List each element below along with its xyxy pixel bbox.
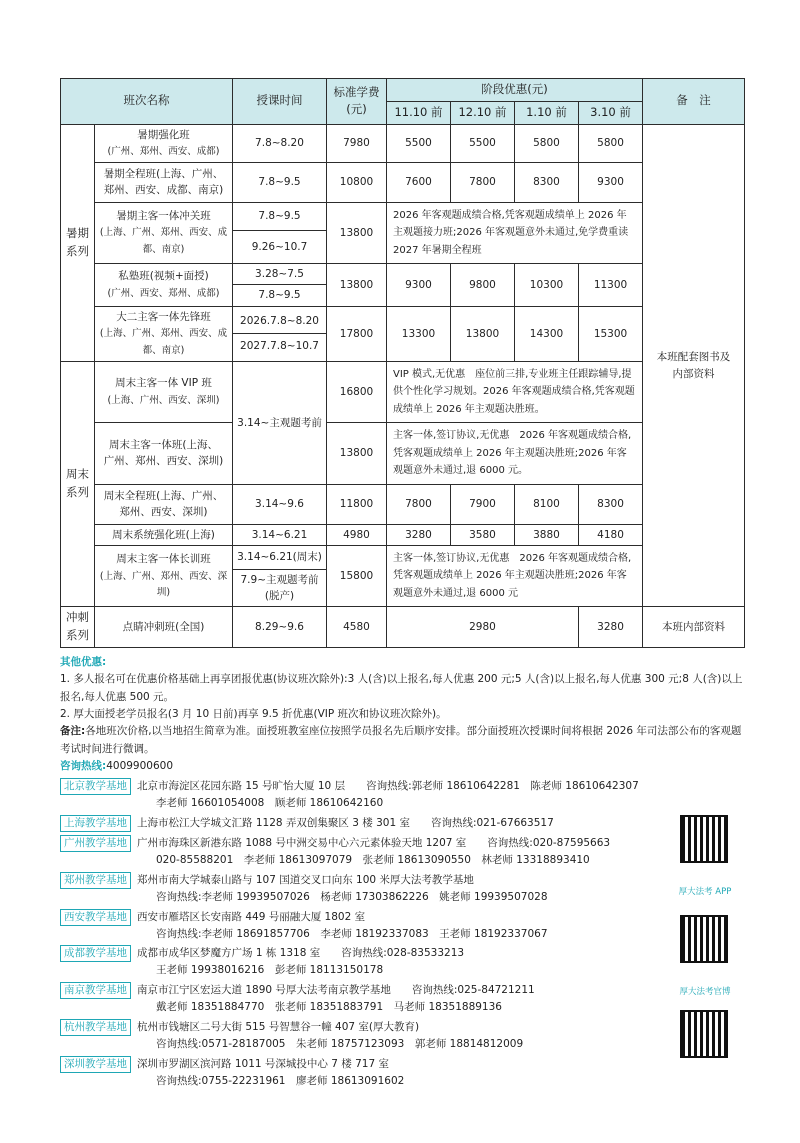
other-discounts [60, 654, 750, 775]
base-tag: 郑州教学基地 [60, 872, 131, 889]
base-list [60, 778, 680, 1089]
class-name: 周末系统强化班(上海) [95, 524, 233, 545]
class-fee: 13800 [327, 202, 387, 264]
price-d2: 7800 [451, 162, 515, 202]
price-d1-d3: 2980 [387, 607, 579, 648]
base-contact: 020-85588201 李老师 18613097079 张老师 18613090550 林老师 13318893410 [156, 854, 590, 867]
base-item [60, 872, 680, 906]
base-tag: 南京教学基地 [60, 982, 131, 999]
other-item-1: 1. 多人报名可在优惠价格基础上再享团报优惠(协议班次除外):3 人(含)以上报名,每人优惠 200 元;5 人(含)以上报名,每人优惠 300 元;8 人(含)以上报名,每人优惠 500 元。 [60, 673, 743, 703]
base-address: 广州市海珠区新港东路 1088 号中洲交易中心六元素体验天地 1207 室 咨询热线:020-87595663 [137, 837, 611, 850]
price-d1: 7800 [387, 484, 451, 524]
price-d3: 8300 [515, 162, 579, 202]
header-d3: 1.10 前 [515, 101, 579, 124]
base-item [60, 815, 680, 832]
table-row [61, 524, 745, 545]
base-item [60, 982, 680, 1016]
base-tag: 北京教学基地 [60, 778, 131, 795]
price-d1: 7600 [387, 162, 451, 202]
price-d3: 3880 [515, 524, 579, 545]
qr-code-app[interactable] [680, 815, 728, 863]
class-fee: 7980 [327, 124, 387, 162]
price-d1: 9300 [387, 264, 451, 307]
base-item [60, 909, 680, 943]
table-row [61, 423, 745, 485]
price-d3: 14300 [515, 306, 579, 361]
base-contact: 王老师 19938016216 彭老师 18113150178 [156, 964, 384, 977]
class-time: 9.26~10.7 [233, 231, 327, 264]
class-fee: 17800 [327, 306, 387, 361]
class-time: 8.29~9.6 [233, 607, 327, 648]
class-name: 周末主客一体 VIP 班 (上海、广州、西安、深圳) [95, 361, 233, 423]
base-contact: 咨询热线:0755-22231961 廖老师 18613091602 [156, 1074, 405, 1087]
other-title: 其他优惠: [60, 656, 107, 669]
header-d2: 12.10 前 [451, 101, 515, 124]
base-contact: 戴老师 18351884770 张老师 18351883791 马老师 18351889136 [156, 1001, 502, 1014]
class-time: 2026.7.8~8.20 2027.7.8~10.7 [233, 306, 327, 361]
class-name: 周末主客一体班(上海、 广州、郑州、西安、深圳) [95, 423, 233, 485]
price-table [60, 78, 745, 648]
class-name: 暑期主客一体冲关班 (上海、广州、郑州、西安、成都、南京) [95, 202, 233, 264]
base-contact: 咨询热线:0571-28187005 朱老师 18757123093 郭老师 18814812009 [156, 1038, 524, 1051]
header-d1: 11.10 前 [387, 101, 451, 124]
class-name: 周末全程班(上海、广州、 郑州、西安、深圳) [95, 484, 233, 524]
class-time: 3.14~6.21(周末) 7.9~主观题考前 (脱产) [233, 545, 327, 607]
page [60, 78, 750, 1090]
table-row [61, 162, 745, 202]
base-item [60, 1056, 680, 1090]
class-name: 大二主客一体先锋班 (上海、广州、郑州、西安、成都、南京) [95, 306, 233, 361]
header-fee: 标准学费 (元) [327, 79, 387, 125]
remark-sprint: 本班内部资料 [643, 607, 745, 648]
base-item [60, 835, 680, 869]
class-note: 2026 年客观题成绩合格,凭客观题成绩单上 2026 年主观题接力班;2026 年客观题意外未通过,免学费重读 2027 年暑期全程班 [387, 202, 643, 264]
base-address: 南京市江宁区宏运大道 1890 号厚大法考南京教学基地 咨询热线:025-84721211 [137, 984, 535, 997]
price-d3: 10300 [515, 264, 579, 307]
header-class-name: 班次名称 [61, 79, 233, 125]
class-time: 3.14~6.21 [233, 524, 327, 545]
base-item [60, 778, 680, 812]
class-fee: 11800 [327, 484, 387, 524]
table-row [61, 607, 745, 648]
price-d4: 4180 [579, 524, 643, 545]
class-note: 主客一体,签订协议,无优惠 2026 年客观题成绩合格,凭客观题成绩单上 2026 年主观题决胜班;2026 年客观题意外未通过,退 6000 元 [387, 545, 643, 607]
class-note: VIP 模式,无优惠 座位前三排,专业班主任跟踪辅导,提供个性化学习规划。2026 年客观题成绩合格,凭客观题成绩单上 2026 年主观题决胜班。 [387, 361, 643, 423]
qr-label-weibo: 厚大法考官博 [679, 987, 731, 997]
table-row [61, 202, 745, 230]
class-fee: 16800 [327, 361, 387, 423]
class-note: 主客一体,签订协议,无优惠 2026 年客观题成绩合格,凭客观题成绩单上 2026 年主观题决胜班;2026 年客观题意外未通过,退 6000 元。 [387, 423, 643, 485]
class-time: 7.8~8.20 [233, 124, 327, 162]
base-tag: 广州教学基地 [60, 835, 131, 852]
base-tag: 杭州教学基地 [60, 1019, 131, 1036]
class-fee: 4980 [327, 524, 387, 545]
class-fee: 15800 [327, 545, 387, 607]
price-d3: 5800 [515, 124, 579, 162]
base-tag: 上海教学基地 [60, 815, 131, 832]
class-fee: 10800 [327, 162, 387, 202]
remark: 备注:各地班次价格,以当地招生简章为准。面授班教室座位按照学员报名先后顺序安排。部分面授班次授课时间将根据 2026 年司法部公布的客观题考试时间进行微调。 [60, 725, 742, 755]
table-row [61, 545, 745, 607]
class-time: 7.8~9.5 [233, 202, 327, 230]
base-contact: 李老师 16601054008 顾老师 18610642160 [156, 797, 384, 810]
price-d2: 3580 [451, 524, 515, 545]
base-tag: 西安教学基地 [60, 909, 131, 926]
base-address: 郑州市南大学城泰山路与 107 国道交叉口向东 100 米厚大法考教学基地 [137, 873, 474, 886]
base-item [60, 945, 680, 979]
qr-label-app: 厚大法考 APP [678, 887, 732, 897]
class-name: 周末主客一体长训班 (上海、广州、郑州、西安、深圳) [95, 545, 233, 607]
base-address: 西安市雁塔区长安南路 449 号丽融大厦 1802 室 [137, 910, 366, 923]
base-address: 杭州市钱塘区二号大街 515 号智慧谷一幢 407 室(厚大教育) [137, 1021, 420, 1034]
price-d3: 8100 [515, 484, 579, 524]
header-d4: 3.10 前 [579, 101, 643, 124]
header-discount: 阶段优惠(元) [387, 79, 643, 102]
price-d4: 5800 [579, 124, 643, 162]
price-d1: 3280 [387, 524, 451, 545]
price-d1: 5500 [387, 124, 451, 162]
class-name: 私塾班(视频+面授) (广州、西安、郑州、成都) [95, 264, 233, 307]
class-fee: 13800 [327, 264, 387, 307]
table-row [61, 306, 745, 361]
class-name: 暑期强化班 (广州、郑州、西安、成都) [95, 124, 233, 162]
class-fee: 13800 [327, 423, 387, 485]
table-row [61, 361, 745, 423]
price-d1: 13300 [387, 306, 451, 361]
class-time: 3.28~7.5 [233, 264, 327, 285]
base-address: 北京市海淀区花园东路 15 号旷怡大厦 10 层 咨询热线:郭老师 18610642281 陈老师 18610642307 [137, 780, 639, 793]
class-time: 3.14~主观题考前 [233, 361, 327, 484]
class-name: 点睛冲刺班(全国) [95, 607, 233, 648]
price-d4: 3280 [579, 607, 643, 648]
qr-code-3[interactable] [680, 1010, 728, 1058]
price-d4: 11300 [579, 264, 643, 307]
base-address: 成都市成华区梦魔方广场 1 栋 1318 室 咨询热线:028-83533213 [137, 947, 465, 960]
base-contact: 咨询热线:李老师 19939507026 杨老师 17303862226 姚老师 19939507028 [156, 890, 548, 903]
category-sprint: 冲刺系列 [61, 607, 95, 648]
base-item [60, 1019, 680, 1053]
price-d2: 7900 [451, 484, 515, 524]
hotline: 咨询热线:4009900600 [60, 759, 174, 772]
table-row [61, 124, 745, 162]
category-summer: 暑期系列 [61, 124, 95, 361]
category-weekend: 周末系列 [61, 361, 95, 607]
base-address: 深圳市罗湖区滨河路 1011 号深城投中心 7 楼 717 室 [137, 1057, 389, 1070]
base-address: 上海市松江大学城文汇路 1128 弄双创集聚区 3 楼 301 室 咨询热线:021-67663517 [137, 817, 554, 830]
base-tag: 成都教学基地 [60, 945, 131, 962]
price-d4: 15300 [579, 306, 643, 361]
price-d4: 9300 [579, 162, 643, 202]
class-fee: 4580 [327, 607, 387, 648]
price-d2: 13800 [451, 306, 515, 361]
other-item-2: 2. 厚大面授老学员报名(3 月 10 日前)再享 9.5 折优惠(VIP 班次和协议班次除外)。 [60, 707, 447, 720]
base-contact: 咨询热线:李老师 18691857706 李老师 18192337083 王老师 18192337067 [156, 927, 548, 940]
base-tag: 深圳教学基地 [60, 1056, 131, 1073]
header-time: 授课时间 [233, 79, 327, 125]
price-d2: 9800 [451, 264, 515, 307]
table-row [61, 484, 745, 524]
class-time: 3.14~9.6 [233, 484, 327, 524]
header-remark: 备 注 [643, 79, 745, 125]
table-row [61, 264, 745, 285]
price-d2: 5500 [451, 124, 515, 162]
remark-main: 本班配套图书及内部资料 [643, 124, 745, 607]
price-d4: 8300 [579, 484, 643, 524]
qr-code-weibo[interactable] [680, 915, 728, 963]
class-time: 7.8~9.5 [233, 285, 327, 306]
class-name: 暑期全程班(上海、广州、 郑州、西安、成都、南京) [95, 162, 233, 202]
class-time: 7.8~9.5 [233, 162, 327, 202]
